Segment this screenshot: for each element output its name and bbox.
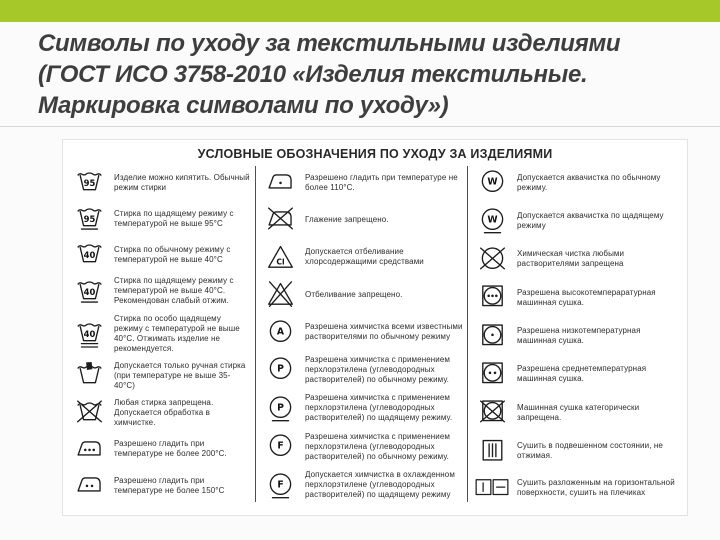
accent-bar — [0, 0, 720, 22]
circle-p-icon — [262, 355, 298, 384]
care-symbol-description: Отбеливание запрещено. — [305, 289, 403, 299]
care-symbol-description: Разрешена среднетемпературная машинная сушка. — [517, 364, 647, 384]
care-symbol-row — [71, 435, 251, 464]
triangle-cl-icon — [262, 243, 298, 272]
svg-text:F: F — [276, 479, 284, 491]
square-circle-crossed-icon — [474, 398, 510, 427]
care-symbol-description: Стирка по обычному режиму с температурой не выше 40°С — [114, 244, 231, 264]
care-column-2 — [255, 166, 467, 502]
svg-text:95: 95 — [83, 214, 95, 224]
care-symbol-row — [474, 437, 681, 466]
svg-text:P: P — [276, 363, 284, 375]
care-symbol-description: Разрешена низкотемпературная машинная сушка. — [517, 326, 641, 345]
care-symbols-panel — [62, 139, 688, 516]
square-vertical-lines-icon — [474, 437, 510, 466]
iron-3-dots-icon — [71, 435, 107, 464]
care-symbol-description: Допускается аквачистка по щадящему режиму — [517, 210, 664, 230]
care-symbol-row — [474, 206, 681, 235]
care-symbol-row — [474, 245, 681, 274]
square-circle-2-dots-icon — [474, 360, 510, 389]
washtub-40-double-underline-icon — [71, 319, 107, 348]
care-symbol-row — [262, 280, 463, 309]
square-circle-3-dots-icon — [474, 283, 510, 312]
slide-title — [38, 28, 698, 121]
svg-text:W: W — [486, 214, 498, 226]
care-symbol-description: Допускается только ручная стирка (при температуре не выше 35-40°С) — [114, 360, 246, 390]
care-symbol-description: Допускается химчистка в охлажденном перхлорэтилене (углеводородных растворителей) по щадящему режиму — [305, 470, 455, 499]
care-symbol-row — [71, 168, 251, 197]
washtub-40-icon — [71, 240, 107, 269]
care-column-3 — [467, 166, 685, 502]
care-symbol-description: Разрешена химчистка с применением перхлорэтилена (углеводородных растворителей) по обычному режиму. — [305, 354, 450, 384]
care-symbol-row — [262, 393, 463, 423]
iron-1-dot-icon — [262, 168, 298, 197]
circle-a-icon — [262, 318, 298, 347]
washtub-95-icon — [71, 168, 107, 197]
care-symbol-row — [71, 314, 251, 354]
slide-title-line: Маркировка символами по уходу») — [38, 92, 449, 119]
circle-w-icon — [474, 168, 510, 197]
care-symbol-row — [262, 470, 463, 500]
svg-text:P: P — [276, 402, 284, 414]
care-symbols-table — [65, 166, 685, 502]
svg-text:A: A — [276, 326, 284, 338]
circle-p-underline-icon — [262, 394, 298, 423]
square-pair-icon — [474, 475, 510, 500]
svg-text:Cl: Cl — [275, 257, 285, 267]
care-symbol-description: Допускается отбеливание хлорсодержащими средствами — [305, 247, 424, 267]
care-symbol-row — [262, 432, 463, 462]
circle-f-icon — [262, 432, 298, 461]
care-symbol-description: Разрешена высокотемпераратурная машинная сушка. — [517, 287, 656, 307]
care-symbol-description: Глажение запрещено. — [305, 214, 389, 224]
care-symbol-description: Допускается аквачистка по обычному режиму. — [517, 172, 661, 192]
care-column-1 — [65, 166, 255, 502]
svg-text:F: F — [276, 440, 284, 452]
care-symbol-row — [474, 283, 681, 312]
care-symbol-description: Стирка по щадящему режиму с температурой не выше 40°С. Рекомендован слабый отжим. — [114, 276, 234, 306]
care-symbol-row — [474, 475, 681, 500]
care-symbol-row — [71, 276, 251, 306]
slide-title-line: (ГОСТ ИСО 3758-2010 «Изделия текстильные. — [38, 61, 588, 88]
care-symbol-row — [71, 361, 251, 391]
care-symbol-description: Любая стирка запрещена. Допускается обработка в химчистке. — [114, 397, 214, 427]
care-symbol-description: Разрешено гладить при температуре не более 200°С. — [114, 439, 227, 459]
care-symbol-row — [262, 243, 463, 272]
care-symbol-description: Сушить в подвешенном состоянии, не отжимая. — [517, 441, 663, 461]
title-divider — [0, 126, 720, 127]
svg-text:W: W — [486, 176, 498, 188]
care-symbol-row — [262, 168, 463, 197]
table-title: УСЛОВНЫЕ ОБОЗНАЧЕНИЯ ПО УХОДУ ЗА ИЗДЕЛИЯМИ — [197, 147, 553, 161]
circle-w-underline-icon — [474, 206, 510, 235]
svg-text:95: 95 — [83, 177, 95, 188]
care-symbol-description: Разрешена химчистка с применением перхлорэтилена (углеводородных растворителей) по щадящему режиму. — [305, 393, 453, 423]
care-symbol-description: Разрешено гладить при температуре не более 110°С. — [305, 172, 458, 192]
washtub-crossed-icon — [71, 398, 107, 427]
care-symbol-description: Химическая чистка любыми растворителями запрещена — [517, 249, 625, 269]
care-symbol-description: Разрешена химчистка всеми известными растворителями по обычному режиму — [305, 322, 463, 341]
care-symbol-row — [474, 322, 681, 351]
care-symbol-description: Машинная сушка категорически запрещена. — [517, 402, 640, 422]
svg-text:40: 40 — [83, 286, 95, 297]
care-symbol-row — [262, 355, 463, 385]
care-symbol-row — [262, 205, 463, 234]
care-symbol-row — [71, 204, 251, 233]
care-symbol-row — [262, 318, 463, 347]
care-symbol-description: Стирка по особо щадящему режиму с температурой не выше 40°С. Отжимать изделие не рекомендуется. — [114, 313, 240, 353]
care-symbol-row — [474, 168, 681, 197]
washtub-95-underline-icon — [71, 204, 107, 233]
care-symbol-row — [71, 240, 251, 269]
square-circle-1-dot-icon — [474, 322, 510, 351]
circle-f-underline-icon — [262, 471, 298, 500]
care-symbol-description: Разрешено гладить при температуре не более 150°С — [114, 475, 225, 495]
iron-2-dots-icon — [71, 471, 107, 500]
care-symbol-row — [71, 471, 251, 500]
care-symbol-description: Разрешена химчистка с применением перхлорэтилена (углеводородных растворителей) по обычному режиму. — [305, 431, 450, 461]
care-symbol-description: Изделие можно кипятить. Обычный режим стирки — [114, 172, 250, 192]
care-symbol-row — [474, 360, 681, 389]
washtub-40-underline-icon — [71, 277, 107, 306]
care-symbol-description: Стирка по щадящему режиму с температурой не выше 95°С — [114, 208, 234, 228]
slide-title-line: Символы по уходу за текстильными изделиями — [38, 30, 621, 57]
care-symbol-row — [71, 398, 251, 428]
iron-crossed-icon — [262, 205, 298, 234]
washtub-hand-icon — [71, 361, 107, 390]
circle-crossed-icon — [474, 245, 510, 274]
care-symbol-description: Сушить разложенным на горизонтальной поверхности, сушить на плечиках — [517, 477, 675, 497]
svg-text:40: 40 — [83, 250, 95, 261]
svg-text:40: 40 — [83, 328, 95, 339]
care-symbol-row — [474, 398, 681, 427]
triangle-crossed-icon — [262, 280, 298, 309]
